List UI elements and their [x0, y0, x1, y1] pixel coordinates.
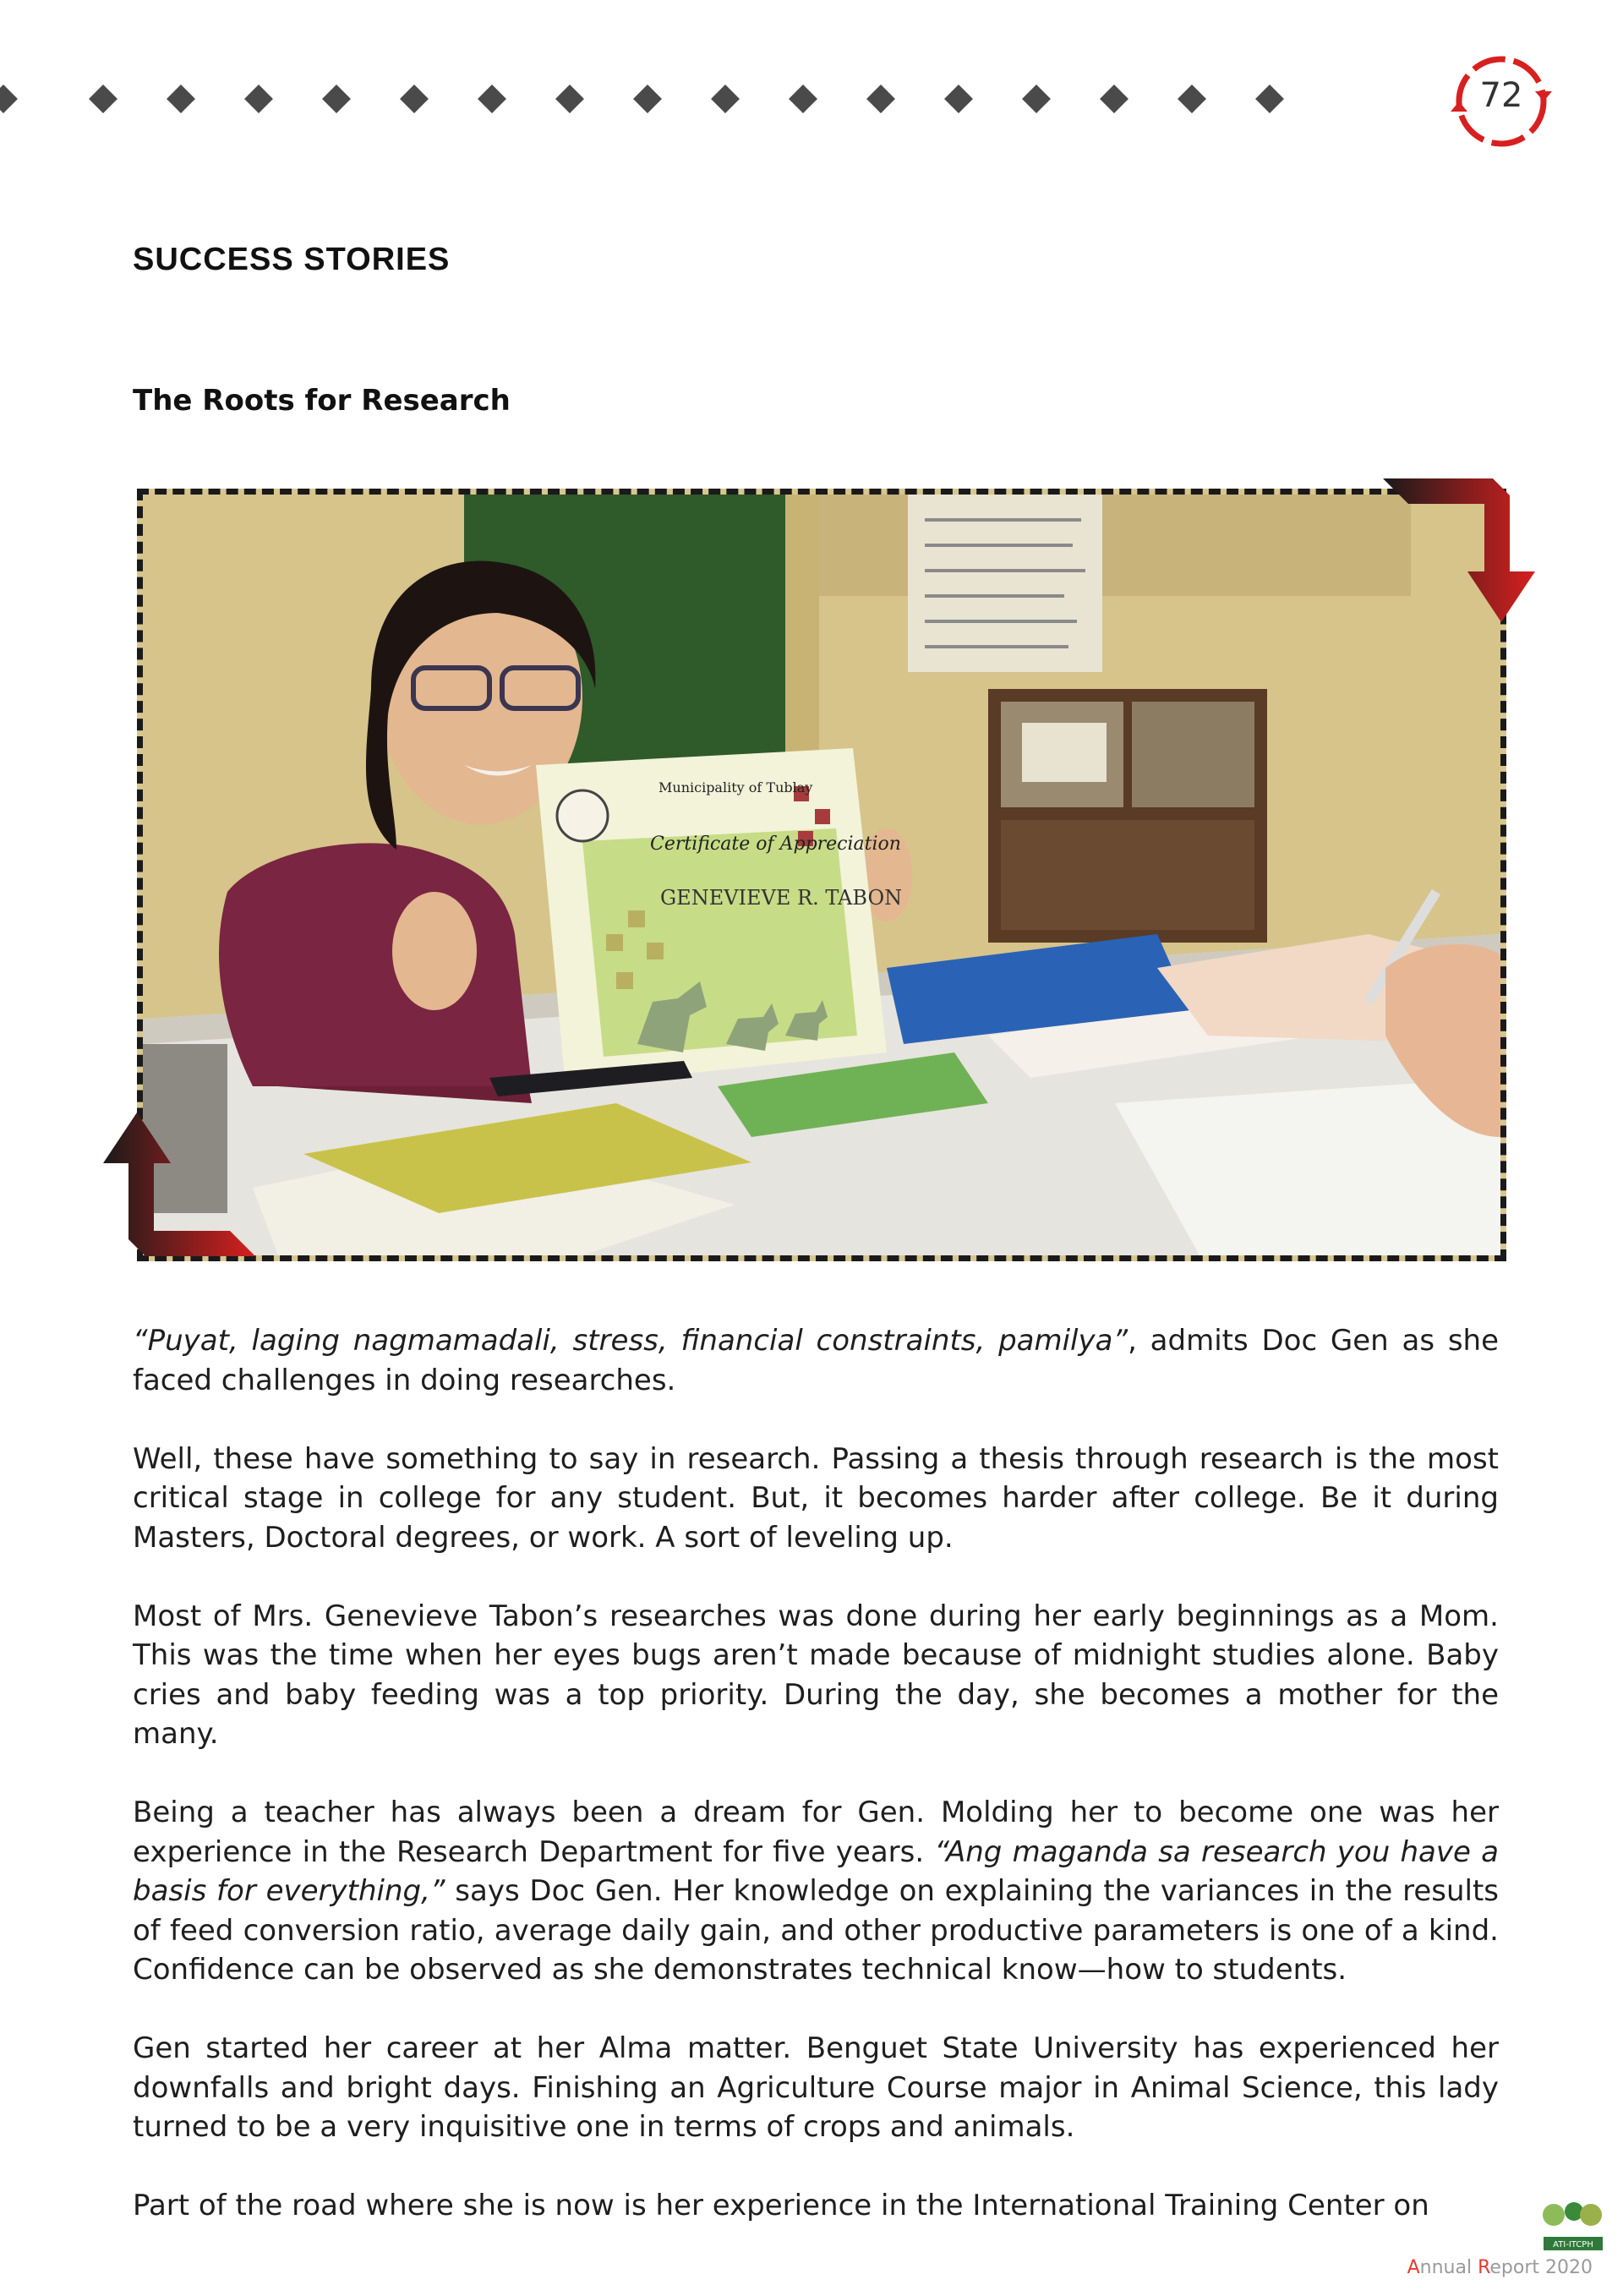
header-diamond-row	[0, 85, 1319, 113]
diamond-icon	[89, 85, 117, 113]
diamond-icon	[789, 85, 817, 113]
diamond-icon	[555, 85, 584, 113]
corner-arrow-icon	[98, 1112, 255, 1256]
diamond-icon	[244, 85, 273, 113]
diamond-icon	[1100, 85, 1128, 113]
diamond-icon	[711, 85, 740, 113]
certificate-title: Certificate of Appreciation	[650, 834, 901, 855]
paragraph: Being a teacher has always been a dream for Gen. Molding her to become one was her experience in the Research Department for five years. “Ang maganda sa research you have a basis for everything,” says Doc Gen. Her knowledge on explaining the variances in the results of feed conversion ratio, average daily gain, and other productive parameters is one of a kind. Confidence can be observed as she demonstrates technical know—how to students.	[133, 1796, 1499, 1987]
paragraph: Well, these have something to say in research. Passing a thesis through research is the most critical stage in college for any student. But, it becomes harder after college. Be it during Masters, Doctoral degrees, or work. A sort of leveling up.	[133, 1441, 1499, 1555]
diamond-icon	[633, 85, 662, 113]
diamond-icon	[322, 85, 351, 113]
diamond-icon	[0, 85, 18, 113]
page-number: 72	[1479, 76, 1523, 115]
quote: “Ang maganda sa research you have a basis for everything,”	[133, 1834, 1499, 1908]
article-photo	[137, 489, 1506, 1261]
diamond-icon	[1255, 85, 1284, 113]
paragraph: Most of Mrs. Genevieve Tabon’s researches was done during her early beginnings as a Mom. This was the time when her eyes bugs aren’t made because of midnight studies alone. Baby cries and baby feeding was a top priority. During the day, she becomes a mother for the many.	[133, 1599, 1499, 1751]
article-body	[133, 1321, 1499, 2265]
section-heading: SUCCESS STORIES	[133, 242, 451, 277]
diamond-icon	[944, 85, 973, 113]
ati-logo-icon	[1537, 2198, 1608, 2254]
paragraph: Part of the road where she is now is her experience in the International Training Center on	[133, 2189, 1429, 2222]
paragraph: Gen started her career at her Alma matter. Benguet State University has experienced her downfalls and bright days. Finishing an Agriculture Course major in Animal Science, this lady turned to be a very inquisitive one in terms of crops and animals.	[133, 2031, 1499, 2144]
corner-arrow-icon	[1383, 478, 1540, 622]
diamond-icon	[1022, 85, 1051, 113]
diamond-icon	[866, 85, 895, 113]
certificate-name: GENEVIEVE R. TABON	[660, 886, 903, 910]
logo-text: ATI-ITCPH	[1553, 2240, 1593, 2250]
certificate-org: Municipality of Tublay	[658, 779, 813, 795]
footer-annual-report: Annual Report 2020	[1407, 2257, 1593, 2278]
article-title: The Roots for Research	[133, 384, 511, 418]
diamond-icon	[1178, 85, 1206, 113]
quote: “Puyat, laging nagmamadali, stress, financial constraints, pamilya”	[133, 1324, 1128, 1358]
diamond-icon	[167, 85, 195, 113]
paragraph: “Puyat, laging nagmamadali, stress, financial constraints, pamilya”, admits Doc Gen as she faced challenges in doing researches.	[133, 1324, 1499, 1397]
diamond-icon	[400, 85, 429, 113]
diamond-icon	[478, 85, 506, 113]
